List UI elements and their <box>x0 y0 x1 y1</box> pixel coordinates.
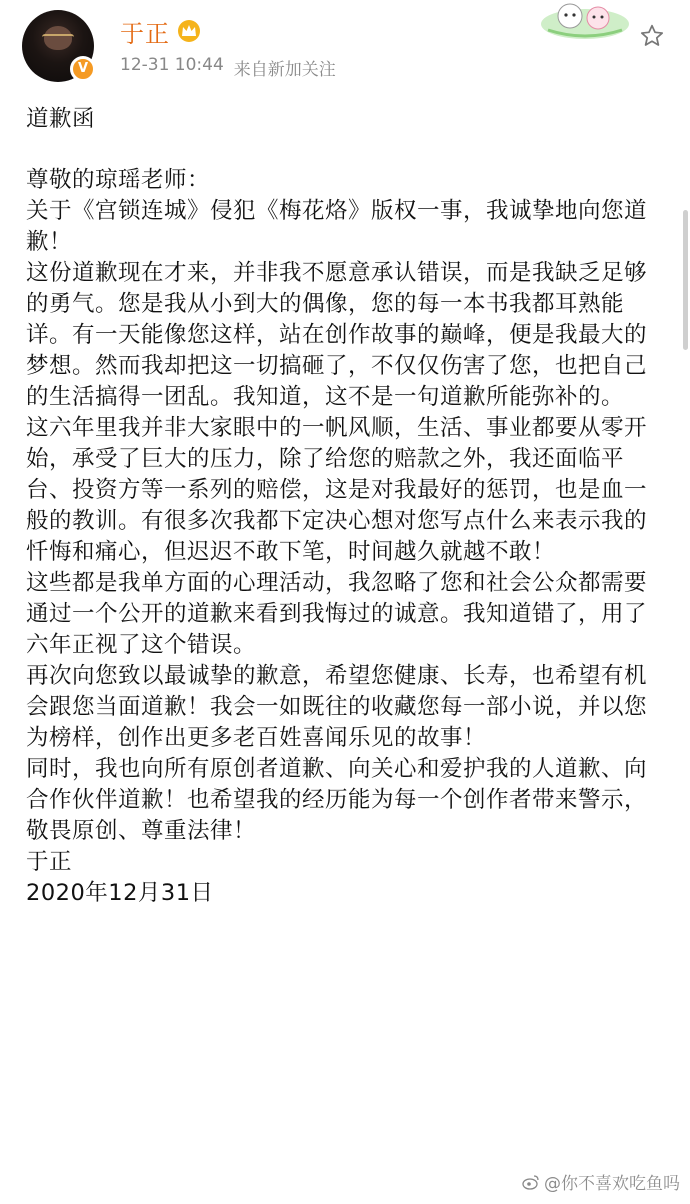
letter-paragraph: 关于《宫锁连城》侵犯《梅花烙》版权一事，我诚挚地向您道歉！ <box>26 198 648 255</box>
letter-title: 道歉函 <box>26 106 96 132</box>
weibo-watermark <box>522 1169 680 1194</box>
letter-greeting: 尊敬的琼瑶老师： <box>26 167 211 193</box>
weibo-logo-icon <box>522 1174 540 1190</box>
letter-paragraph: 同时，我也向所有原创者道歉、向关心和爱护我的人道歉、向合作伙伴道歉！也希望我的经历能为每一个创作者带来警示，敬畏原创、尊重法律！ <box>26 756 648 844</box>
post-source: 来自新加关注 <box>233 60 336 80</box>
verified-v-badge-icon: V <box>70 56 96 82</box>
avatar-glasses <box>42 34 74 42</box>
watermark-text: @你不喜欢吃鱼吗 <box>544 1174 680 1194</box>
letter-paragraph: 这六年里我并非大家眼中的一帆风顺，生活、事业都要从零开始，承受了巨大的压力，除了给您的赔款之外，我还面临平台、投资方等一系列的赔偿，这是对我最好的惩罚，也是血一般的教训。有很多次我都下定决心想对您写点什么来表示我的忏悔和痛心，但迟迟不敢下笔，时间越久就越不敢！ <box>26 415 648 565</box>
letter-date: 2020年12月31日 <box>26 880 214 906</box>
favorite-star-button[interactable] <box>636 20 668 52</box>
post-meta <box>120 55 336 80</box>
post-header <box>0 0 690 90</box>
letter-paragraph: 这些都是我单方面的心理活动，我忽略了您和社会公众都需要通过一个公开的道歉来看到我悔过的诚意。我知道错了，用了六年正视了这个错误。 <box>26 570 648 658</box>
post-time: 12-31 10:44 <box>120 55 224 75</box>
letter-paragraph: 这份道歉现在才来，并非我不愿意承认错误，而是我缺乏足够的勇气。您是我从小到大的偶像，您的每一本书我都耳熟能详。有一天能像您这样，站在创作故事的巅峰，便是我最大的梦想。然而我却把这一切搞砸了，不仅仅伤害了您，也把自己的生活搞得一团乱。我知道，这不是一句道歉所能弥补的。 <box>26 260 648 410</box>
letter-paragraph: 再次向您致以最诚挚的歉意，希望您健康、长寿，也希望有机会跟您当面道歉！我会一如既往的收藏您每一部小说，并以您为榜样，创作出更多老百姓喜闻乐见的故事！ <box>26 663 648 751</box>
letter-signature: 于正 <box>26 849 73 875</box>
cartoon-sticker-icon <box>540 0 630 40</box>
scrollbar[interactable] <box>683 210 688 350</box>
user-name[interactable]: 于正 <box>120 19 170 48</box>
star-icon <box>639 23 665 49</box>
crown-icon <box>178 20 200 42</box>
post-content <box>26 104 666 909</box>
name-row <box>120 14 200 48</box>
